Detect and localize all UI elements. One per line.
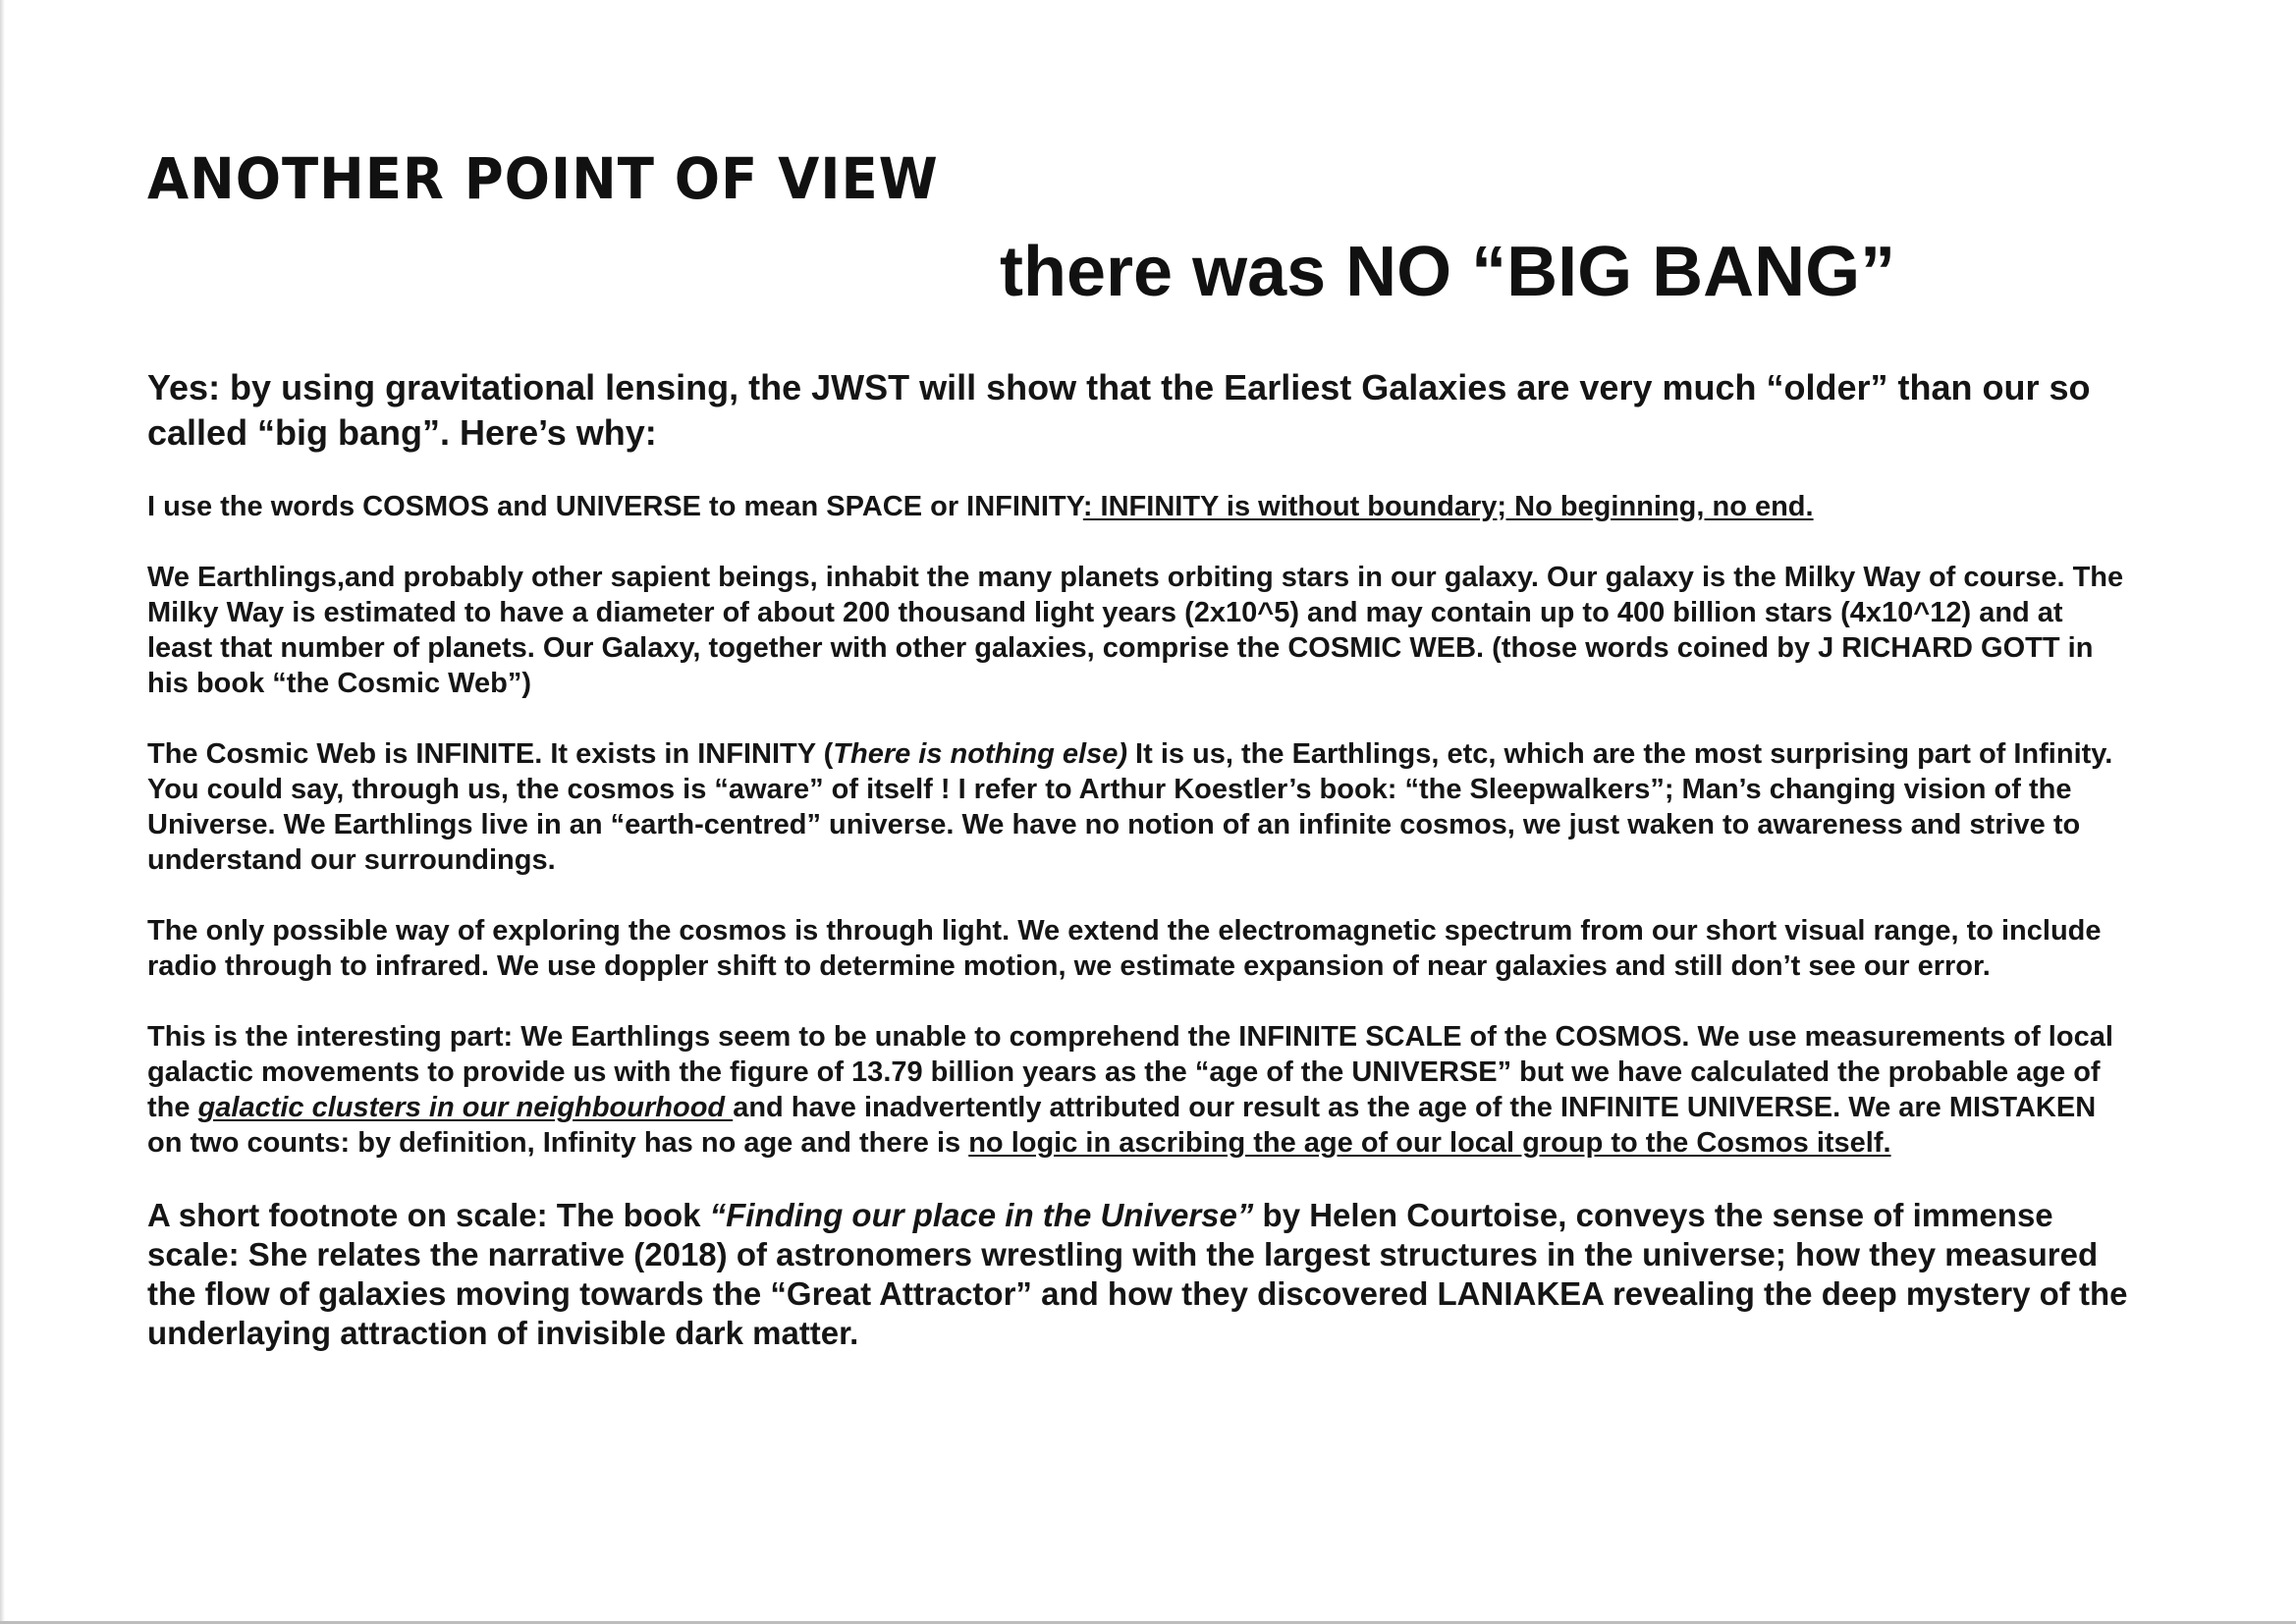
definition-text: I use the words COSMOS and UNIVERSE to mean SPACE or INFINITY	[147, 491, 1083, 522]
cosmic-web-paragraph	[147, 736, 2131, 878]
cosmic-web-text-a: The Cosmic Web is INFINITE. It exists in INFINITY (	[147, 738, 834, 770]
definition-underlined: : INFINITY is without boundary; No beginning, no end.	[1082, 491, 1814, 522]
scan-edge	[0, 0, 5, 1624]
heading-secondary: there was NO “BIG BANG”	[1000, 233, 1896, 311]
milky-way-paragraph: We Earthlings,and probably other sapient beings, inhabit the many planets orbiting stars in our galaxy. Our galaxy is the Milky Way of course. The Milky Way is estimated to have a diameter of about 200 thousand light years (2x10^5) and may contain up to 400 billion stars (4x10^12) and at least that number of planets. Our Galaxy, together with other galaxies, comprise the COSMIC WEB. (those words coined by J RICHARD GOTT in his book “the Cosmic Web”)	[147, 562, 2124, 699]
scale-text-a: This is the interesting part: We Earthlings seem to be unable to comprehend the INFINITE SCALE of the COSMOS. We use measurements of local galactic movements to provide us with the figure of 13.79 billion years as the “age of the UNIVERSE” but we have calculated the probable age of the	[147, 1021, 2113, 1123]
cosmic-web-text-c: It is us, the Earthlings, etc, which are the most surprising part of Infinity. You could say, through us, the cosmos is “aware” of itself ! I refer to Arthur Koestler’s book: “the Sleepwalkers”; Man’s changing vision of the Universe. We Earthlings live in an “earth-centred” universe. We have no notion of an infinite cosmos, we just waken to awareness and strive to understand our surroundings.	[147, 738, 2113, 876]
intro-paragraph: Yes: by using gravitational lensing, the JWST will show that the Earliest Galaxies are very much “older” than our so called “big bang”. Here’s why:	[147, 367, 2091, 453]
light-paragraph: The only possible way of exploring the cosmos is through light. We extend the electromagnetic spectrum from our short visual range, to include radio through to infrared. We use doppler shift to determine motion, we estimate expansion of near galaxies and still don’t see our error.	[147, 915, 2102, 982]
footnote-text-a: A short footnote on scale: The book	[147, 1197, 710, 1233]
footnote-text-c: by Helen Courtoise, conveys the sense of immense scale: She relates the narrative (2018) of astronomers wrestling with the largest structures in the universe; how they measured the flow of galaxies moving towards the “Great Attractor” and how they discovered LANIAKEA revealing the deep mystery of the underlaying attraction of invisible dark matter.	[147, 1197, 2128, 1351]
scale-underlined-italic: galactic clusters in our neighbourhood	[197, 1092, 734, 1123]
scale-paragraph	[147, 1019, 2131, 1161]
heading-primary: ANOTHER POINT OF VIEW	[147, 145, 939, 212]
footnote-paragraph	[147, 1196, 2131, 1353]
scale-underlined: no logic in ascribing the age of our local group to the Cosmos itself.	[968, 1127, 1891, 1159]
body-text	[147, 365, 2131, 1353]
definition-paragraph	[147, 489, 2131, 524]
scale-text-c: and have inadvertently attributed our result as the age of the INFINITE UNIVERSE. We are MISTAKEN on two counts: by definition, Infinity has no age and there is	[147, 1092, 2097, 1159]
footnote-book-title: “Finding our place in the Universe”	[709, 1197, 1254, 1233]
cosmic-web-italic: There is nothing else)	[833, 738, 1127, 770]
